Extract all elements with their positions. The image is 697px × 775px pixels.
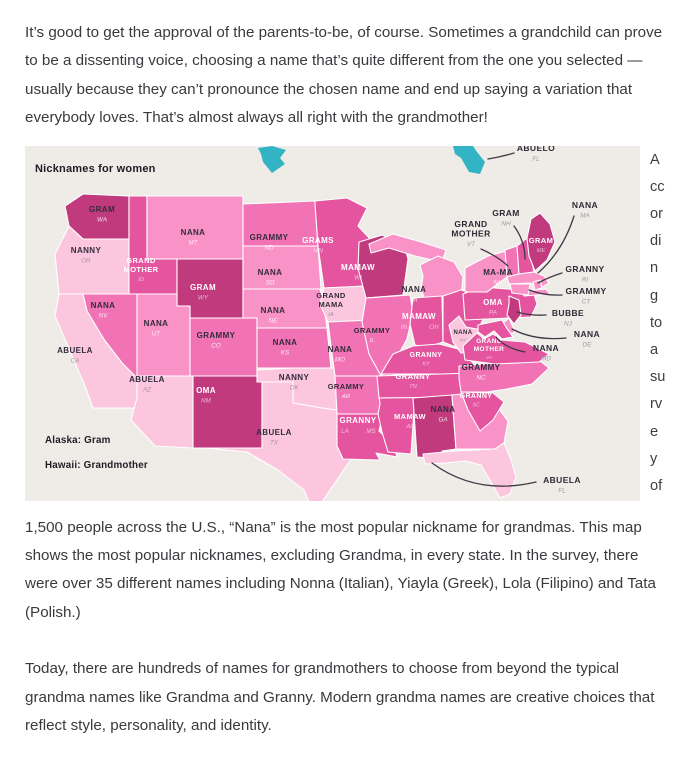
svg-text:ABUELA: ABUELA [129,374,165,384]
svg-text:NANA: NANA [571,199,599,210]
svg-text:MN: MN [313,247,323,255]
svg-text:GRANNY: GRANNY [459,392,493,400]
svg-text:ABUELA: ABUELA [256,427,292,437]
svg-text:VT: VT [466,240,476,248]
wrap-text-line: n [650,260,659,277]
svg-text:TX: TX [269,439,279,447]
svg-text:NY: NY [493,279,503,287]
svg-text:OK: OK [289,384,299,392]
svg-text:MA-MA: MA-MA [483,267,513,277]
state-shape-CT [510,284,530,295]
svg-text:OMA: OMA [483,297,503,307]
paragraph-today: Today, there are hundreds of names for grandmothers to choose from beyond the typical grandma names like Grandma and Granny. Modern grandma names are creative choices that reflect style, personality, and identity. [25,660,655,735]
svg-text:MOTHER: MOTHER [451,228,491,239]
svg-text:ABUELA: ABUELA [543,474,581,485]
svg-text:UT: UT [151,330,161,338]
svg-text:WV: WV [459,337,467,343]
svg-text:KY: KY [422,361,430,368]
svg-text:CT: CT [581,298,591,306]
svg-text:OR: OR [81,257,91,265]
map-title: Nicknames for women [35,162,156,175]
svg-text:AR: AR [341,393,351,400]
svg-text:KS: KS [280,349,290,357]
svg-text:MO: MO [334,356,346,364]
svg-text:WI: WI [354,274,362,282]
state-shape-IN [410,296,443,347]
svg-text:WY: WY [197,294,209,302]
svg-text:SD: SD [265,279,275,287]
svg-text:GRAMMY: GRAMMY [353,325,391,335]
svg-text:IL: IL [369,337,375,344]
svg-text:PA: PA [489,309,497,317]
svg-text:LA: LA [341,427,349,435]
wrap-text-line: y [650,450,658,467]
svg-text:GRAMMY: GRAMMY [565,285,607,296]
nicknames-map-image [25,146,640,501]
wrap-text-line: cc [650,178,665,195]
svg-text:ID: ID [138,276,144,283]
svg-text:NANNY: NANNY [70,245,102,255]
svg-text:MT: MT [188,239,198,247]
svg-text:NANA: NANA [532,342,560,353]
svg-text:MD: MD [540,355,552,363]
svg-text:ND: ND [264,244,274,252]
svg-text:MOTHER: MOTHER [123,264,159,274]
svg-text:NC: NC [476,374,486,382]
svg-text:ABUELO: ABUELO [516,145,556,153]
wrap-text-line: A [650,151,660,168]
state-shape-CO [190,318,257,376]
svg-text:IN: IN [400,323,408,331]
state-shape-KS [257,328,331,368]
svg-text:WA: WA [96,216,108,224]
svg-text:NANA: NANA [257,267,283,277]
svg-text:NANA: NANA [573,328,601,339]
svg-text:CO: CO [211,342,221,350]
svg-text:AL: AL [406,423,414,430]
svg-text:NV: NV [98,312,108,320]
svg-text:GA: GA [438,416,448,424]
svg-text:MOTHER: MOTHER [473,345,505,353]
svg-text:AZ: AZ [142,386,152,394]
wrap-text-line: or [650,206,663,222]
paragraph-intro: It’s good to get the approval of the parents-to-be, of course. Sometimes a grandchild can prove to be a dissenting voice, choosing a name that’s quite different from the one you selected — usually because they can’t pronounce the chosen name and end up saying a variation that everybody loves. That’s almost always all right with the grandmother! [25,24,663,127]
svg-text:NE: NE [268,317,278,325]
paragraph-survey: 1,500 people across the U.S., “Nana” is the most popular nickname for grandmas. This map shows the most popular nicknames, excluding Grandma, in every state. In the survey, there were over 35 different names including Nonna (Italian), Yiayla (Greek), Lola (Filipino) and Tata (Polish.) [25,518,656,621]
svg-text:GRAND: GRAND [316,290,346,300]
svg-text:DE: DE [582,341,592,349]
svg-text:NH: NH [501,220,511,228]
svg-text:MS: MS [366,427,376,435]
svg-text:IA: IA [328,311,334,318]
svg-text:CA: CA [70,357,80,365]
wrap-text-line: e [650,423,659,440]
svg-text:GRANNY: GRANNY [409,351,443,359]
svg-text:NANNY: NANNY [278,372,310,382]
wrap-text-line: rv [650,396,663,413]
svg-text:TN: TN [409,383,417,390]
wrapped-text-column [640,146,672,500]
svg-text:NM: NM [201,397,211,405]
svg-text:GRAMMY: GRAMMY [249,232,289,242]
svg-text:MAMAW: MAMAW [402,311,436,321]
state-shape-UT [137,294,190,376]
wrap-text-line: of [650,477,663,494]
svg-text:FL: FL [532,155,540,163]
svg-text:NANA: NANA [327,344,353,354]
svg-text:GRAND: GRAND [476,337,502,345]
svg-text:OMA: OMA [196,385,216,395]
wrap-text-line: g [650,287,659,304]
svg-text:GRAND: GRAND [126,255,156,265]
svg-text:NANA: NANA [272,337,298,347]
svg-text:SC: SC [472,402,480,409]
svg-text:NANA: NANA [90,300,116,310]
svg-text:MAMA: MAMA [318,299,344,309]
svg-text:MAMAW: MAMAW [394,411,426,421]
wrap-text-line: su [650,369,666,386]
svg-text:GRAND: GRAND [454,218,488,229]
svg-text:GRAMMY: GRAMMY [461,362,501,372]
svg-text:OH: OH [429,323,439,331]
svg-text:MAMAW: MAMAW [341,262,375,272]
svg-text:NANA: NANA [453,329,473,336]
svg-text:GRAMS: GRAMS [302,235,334,245]
wrap-text-line: di [650,233,662,250]
svg-text:RI: RI [581,276,589,284]
svg-text:GRAMMY: GRAMMY [327,381,365,391]
svg-text:GRAMMY: GRAMMY [196,330,236,340]
svg-text:BUBBE: BUBBE [551,307,585,318]
svg-text:NANA: NANA [143,318,169,328]
svg-text:ME: ME [536,247,546,254]
svg-text:GRAM: GRAM [88,204,116,214]
svg-text:GRANNY: GRANNY [565,263,605,274]
svg-text:NJ: NJ [564,320,572,328]
svg-text:NANA: NANA [430,404,456,414]
svg-text:MA: MA [580,212,590,220]
grandma-nicknames-map-figure [25,146,640,501]
svg-text:VA: VA [485,355,493,361]
svg-text:GRANNY: GRANNY [339,415,377,425]
svg-text:MI: MI [410,296,418,304]
wrap-text-line: a [650,341,659,358]
wrap-text-line: to [650,314,663,331]
svg-text:GRAM: GRAM [492,207,520,218]
map-footnote: Alaska: Gram [45,434,111,446]
svg-text:GRANNY: GRANNY [395,371,431,381]
svg-text:GRAM: GRAM [528,235,554,245]
map-footnote: Hawaii: Grandmother [45,459,148,471]
svg-text:ABUELA: ABUELA [57,345,93,355]
svg-text:NANA: NANA [180,227,206,237]
svg-text:GRAM: GRAM [189,282,217,292]
svg-text:FL: FL [558,487,566,495]
figure-row [25,146,672,501]
svg-text:NANA: NANA [401,284,427,294]
svg-text:NANA: NANA [260,305,286,315]
